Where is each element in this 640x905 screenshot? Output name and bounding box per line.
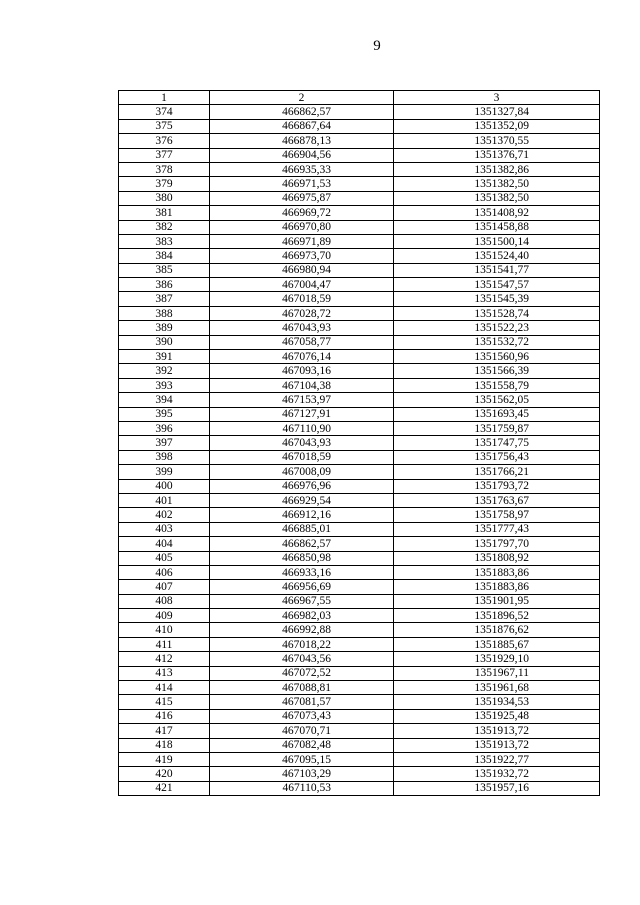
point-number-cell: 383 (119, 234, 210, 248)
point-number-cell: 414 (119, 681, 210, 695)
y-coordinate-cell: 1351541,77 (394, 263, 600, 277)
point-number-cell: 375 (119, 119, 210, 133)
point-number-cell: 399 (119, 465, 210, 479)
table-row (119, 421, 600, 435)
x-coordinate-cell: 467082,48 (210, 738, 394, 752)
x-coordinate-cell: 466969,72 (210, 206, 394, 220)
point-number-cell: 421 (119, 781, 210, 795)
y-coordinate-cell: 1351957,16 (394, 781, 600, 795)
x-coordinate-cell: 466862,57 (210, 537, 394, 551)
x-coordinate-cell: 467070,71 (210, 724, 394, 738)
column-header-2: 2 (210, 91, 394, 105)
point-number-cell: 416 (119, 709, 210, 723)
x-coordinate-cell: 466850,98 (210, 551, 394, 565)
y-coordinate-cell: 1351522,23 (394, 321, 600, 335)
table-row (119, 364, 600, 378)
y-coordinate-cell: 1351763,67 (394, 493, 600, 507)
x-coordinate-cell: 466976,96 (210, 479, 394, 493)
point-number-cell: 408 (119, 594, 210, 608)
table-row (119, 148, 600, 162)
y-coordinate-cell: 1351925,48 (394, 709, 600, 723)
y-coordinate-cell: 1351560,96 (394, 350, 600, 364)
x-coordinate-cell: 466975,87 (210, 191, 394, 205)
table-row (119, 681, 600, 695)
point-number-cell: 380 (119, 191, 210, 205)
y-coordinate-cell: 1351929,10 (394, 652, 600, 666)
y-coordinate-cell: 1351759,87 (394, 421, 600, 435)
point-number-cell: 410 (119, 623, 210, 637)
y-coordinate-cell: 1351883,86 (394, 565, 600, 579)
x-coordinate-cell: 467043,93 (210, 436, 394, 450)
x-coordinate-cell: 466862,57 (210, 105, 394, 119)
point-number-cell: 396 (119, 421, 210, 435)
table-row (119, 537, 600, 551)
table-row (119, 134, 600, 148)
table-row (119, 162, 600, 176)
y-coordinate-cell: 1351566,39 (394, 364, 600, 378)
x-coordinate-cell: 467043,56 (210, 652, 394, 666)
point-number-cell: 407 (119, 580, 210, 594)
y-coordinate-cell: 1351693,45 (394, 407, 600, 421)
y-coordinate-cell: 1351967,11 (394, 666, 600, 680)
x-coordinate-cell: 467153,97 (210, 393, 394, 407)
table-row (119, 508, 600, 522)
table-row (119, 306, 600, 320)
x-coordinate-cell: 467093,16 (210, 364, 394, 378)
point-number-cell: 379 (119, 177, 210, 191)
x-coordinate-cell: 467018,22 (210, 637, 394, 651)
table-row (119, 450, 600, 464)
y-coordinate-cell: 1351961,68 (394, 681, 600, 695)
table-row (119, 724, 600, 738)
x-coordinate-cell: 466967,55 (210, 594, 394, 608)
point-number-cell: 391 (119, 350, 210, 364)
point-number-cell: 389 (119, 321, 210, 335)
table-row (119, 623, 600, 637)
y-coordinate-cell: 1351352,09 (394, 119, 600, 133)
y-coordinate-cell: 1351370,55 (394, 134, 600, 148)
point-number-cell: 412 (119, 652, 210, 666)
x-coordinate-cell: 467110,53 (210, 781, 394, 795)
x-coordinate-cell: 467088,81 (210, 681, 394, 695)
table-row (119, 752, 600, 766)
table-row (119, 580, 600, 594)
x-coordinate-cell: 467004,47 (210, 278, 394, 292)
table-row (119, 637, 600, 651)
table-row (119, 407, 600, 421)
y-coordinate-cell: 1351934,53 (394, 695, 600, 709)
point-number-cell: 411 (119, 637, 210, 651)
table-row (119, 709, 600, 723)
table-row (119, 666, 600, 680)
x-coordinate-cell: 466912,16 (210, 508, 394, 522)
table-row (119, 177, 600, 191)
table-row (119, 594, 600, 608)
point-number-cell: 420 (119, 767, 210, 781)
y-coordinate-cell: 1351913,72 (394, 738, 600, 752)
x-coordinate-cell: 466878,13 (210, 134, 394, 148)
point-number-cell: 397 (119, 436, 210, 450)
y-coordinate-cell: 1351376,71 (394, 148, 600, 162)
column-header-1: 1 (119, 91, 210, 105)
point-number-cell: 404 (119, 537, 210, 551)
y-coordinate-cell: 1351382,50 (394, 191, 600, 205)
x-coordinate-cell: 467104,38 (210, 378, 394, 392)
point-number-cell: 398 (119, 450, 210, 464)
x-coordinate-cell: 467081,57 (210, 695, 394, 709)
point-number-cell: 418 (119, 738, 210, 752)
x-coordinate-cell: 466867,64 (210, 119, 394, 133)
table-row (119, 609, 600, 623)
y-coordinate-cell: 1351913,72 (394, 724, 600, 738)
y-coordinate-cell: 1351458,88 (394, 220, 600, 234)
y-coordinate-cell: 1351901,95 (394, 594, 600, 608)
x-coordinate-cell: 466992,88 (210, 623, 394, 637)
x-coordinate-cell: 466929,54 (210, 493, 394, 507)
y-coordinate-cell: 1351876,62 (394, 623, 600, 637)
table-row (119, 335, 600, 349)
x-coordinate-cell: 467018,59 (210, 450, 394, 464)
table-row (119, 551, 600, 565)
x-coordinate-cell: 467058,77 (210, 335, 394, 349)
x-coordinate-cell: 466885,01 (210, 522, 394, 536)
table-row (119, 465, 600, 479)
x-coordinate-cell: 467008,09 (210, 465, 394, 479)
point-number-cell: 387 (119, 292, 210, 306)
table-row (119, 393, 600, 407)
point-number-cell: 413 (119, 666, 210, 680)
table-row (119, 249, 600, 263)
x-coordinate-cell: 466935,33 (210, 162, 394, 176)
x-coordinate-cell: 467028,72 (210, 306, 394, 320)
x-coordinate-cell: 467127,91 (210, 407, 394, 421)
y-coordinate-cell: 1351524,40 (394, 249, 600, 263)
table-row (119, 493, 600, 507)
table-row (119, 119, 600, 133)
y-coordinate-cell: 1351558,79 (394, 378, 600, 392)
y-coordinate-cell: 1351545,39 (394, 292, 600, 306)
y-coordinate-cell: 1351793,72 (394, 479, 600, 493)
point-number-cell: 390 (119, 335, 210, 349)
table-row (119, 292, 600, 306)
point-number-cell: 395 (119, 407, 210, 421)
y-coordinate-cell: 1351758,97 (394, 508, 600, 522)
x-coordinate-cell: 467043,93 (210, 321, 394, 335)
point-number-cell: 403 (119, 522, 210, 536)
table-row (119, 695, 600, 709)
y-coordinate-cell: 1351756,43 (394, 450, 600, 464)
point-number-cell: 392 (119, 364, 210, 378)
point-number-cell: 381 (119, 206, 210, 220)
point-number-cell: 374 (119, 105, 210, 119)
table-row (119, 436, 600, 450)
y-coordinate-cell: 1351500,14 (394, 234, 600, 248)
table-row (119, 522, 600, 536)
point-number-cell: 394 (119, 393, 210, 407)
table-row (119, 191, 600, 205)
x-coordinate-cell: 466956,69 (210, 580, 394, 594)
y-coordinate-cell: 1351327,84 (394, 105, 600, 119)
table-row (119, 105, 600, 119)
table-row (119, 479, 600, 493)
point-number-cell: 378 (119, 162, 210, 176)
x-coordinate-cell: 467072,52 (210, 666, 394, 680)
point-number-cell: 384 (119, 249, 210, 263)
y-coordinate-cell: 1351532,72 (394, 335, 600, 349)
table-row (119, 781, 600, 795)
point-number-cell: 409 (119, 609, 210, 623)
x-coordinate-cell: 466904,56 (210, 148, 394, 162)
x-coordinate-cell: 467073,43 (210, 709, 394, 723)
y-coordinate-cell: 1351562,05 (394, 393, 600, 407)
x-coordinate-cell: 467103,29 (210, 767, 394, 781)
point-number-cell: 405 (119, 551, 210, 565)
point-number-cell: 377 (119, 148, 210, 162)
y-coordinate-cell: 1351777,43 (394, 522, 600, 536)
y-coordinate-cell: 1351766,21 (394, 465, 600, 479)
y-coordinate-cell: 1351808,92 (394, 551, 600, 565)
table-row (119, 738, 600, 752)
point-number-cell: 400 (119, 479, 210, 493)
y-coordinate-cell: 1351883,86 (394, 580, 600, 594)
y-coordinate-cell: 1351382,86 (394, 162, 600, 176)
y-coordinate-cell: 1351922,77 (394, 752, 600, 766)
y-coordinate-cell: 1351797,70 (394, 537, 600, 551)
y-coordinate-cell: 1351382,50 (394, 177, 600, 191)
x-coordinate-cell: 466933,16 (210, 565, 394, 579)
point-number-cell: 417 (119, 724, 210, 738)
table-row (119, 767, 600, 781)
y-coordinate-cell: 1351408,92 (394, 206, 600, 220)
table-row (119, 263, 600, 277)
x-coordinate-cell: 466971,53 (210, 177, 394, 191)
x-coordinate-cell: 466980,94 (210, 263, 394, 277)
x-coordinate-cell: 466982,03 (210, 609, 394, 623)
y-coordinate-cell: 1351747,75 (394, 436, 600, 450)
page-number: 9 (373, 38, 381, 54)
point-number-cell: 376 (119, 134, 210, 148)
point-number-cell: 415 (119, 695, 210, 709)
table-row (119, 234, 600, 248)
coordinates-table (118, 90, 600, 796)
x-coordinate-cell: 467018,59 (210, 292, 394, 306)
point-number-cell: 401 (119, 493, 210, 507)
y-coordinate-cell: 1351896,52 (394, 609, 600, 623)
x-coordinate-cell: 466971,89 (210, 234, 394, 248)
table-row (119, 378, 600, 392)
table-body (119, 105, 600, 796)
point-number-cell: 386 (119, 278, 210, 292)
table-row (119, 565, 600, 579)
column-header-3: 3 (394, 91, 600, 105)
point-number-cell: 393 (119, 378, 210, 392)
point-number-cell: 388 (119, 306, 210, 320)
table-header-row (119, 91, 600, 105)
x-coordinate-cell: 467095,15 (210, 752, 394, 766)
x-coordinate-cell: 466970,80 (210, 220, 394, 234)
table-row (119, 278, 600, 292)
point-number-cell: 406 (119, 565, 210, 579)
table-row (119, 220, 600, 234)
point-number-cell: 382 (119, 220, 210, 234)
y-coordinate-cell: 1351528,74 (394, 306, 600, 320)
point-number-cell: 419 (119, 752, 210, 766)
y-coordinate-cell: 1351547,57 (394, 278, 600, 292)
table-row (119, 321, 600, 335)
table-row (119, 350, 600, 364)
x-coordinate-cell: 467110,90 (210, 421, 394, 435)
y-coordinate-cell: 1351885,67 (394, 637, 600, 651)
x-coordinate-cell: 466973,70 (210, 249, 394, 263)
point-number-cell: 402 (119, 508, 210, 522)
table-row (119, 206, 600, 220)
x-coordinate-cell: 467076,14 (210, 350, 394, 364)
table-row (119, 652, 600, 666)
y-coordinate-cell: 1351932,72 (394, 767, 600, 781)
point-number-cell: 385 (119, 263, 210, 277)
